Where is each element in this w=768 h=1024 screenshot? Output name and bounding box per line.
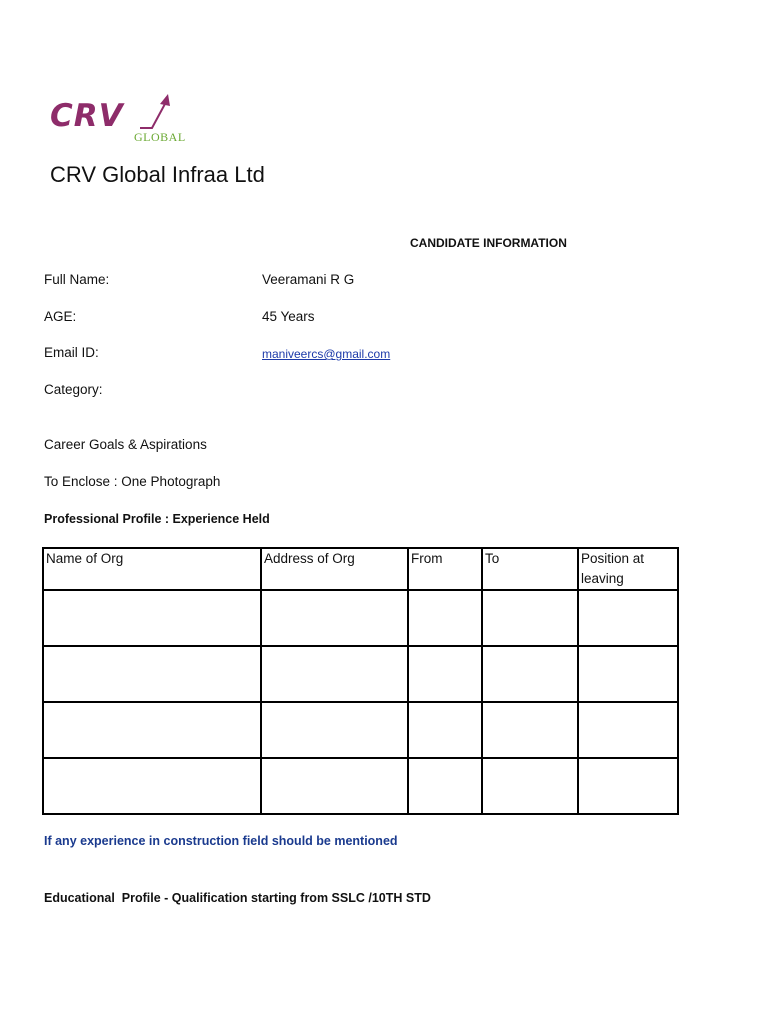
full-name-value: Veeramani R G: [262, 272, 355, 287]
educational-profile-heading: Educational Profile - Qualification starting from SSLC /10TH STD: [44, 891, 431, 905]
table-row: [43, 590, 678, 646]
table-cell[interactable]: [482, 758, 578, 814]
table-cell[interactable]: [578, 702, 678, 758]
professional-profile-heading: Professional Profile : Experience Held: [44, 512, 270, 526]
table-cell[interactable]: [261, 758, 408, 814]
table-row: [43, 702, 678, 758]
table-cell[interactable]: [408, 646, 482, 702]
header-address-of-org: Address of Org: [261, 548, 408, 590]
table-cell[interactable]: [43, 590, 261, 646]
table-cell[interactable]: [482, 646, 578, 702]
table-cell[interactable]: [43, 758, 261, 814]
company-logo: [46, 92, 196, 152]
table-cell[interactable]: [43, 646, 261, 702]
age-value: 45 Years: [262, 309, 315, 324]
category-label: Category:: [44, 382, 103, 397]
table-cell[interactable]: [578, 590, 678, 646]
enclose-label: To Enclose : One Photograph: [44, 474, 221, 489]
table-cell[interactable]: [261, 590, 408, 646]
table-cell[interactable]: [43, 702, 261, 758]
logo-brand-text: CRV: [50, 98, 124, 134]
email-link[interactable]: maniveercs@gmail.com: [262, 347, 391, 361]
experience-table: [42, 547, 679, 815]
header-to: To: [482, 548, 578, 590]
header-position-at-leaving: Position at leaving: [578, 548, 678, 590]
table-cell[interactable]: [408, 702, 482, 758]
form-title: CANDIDATE INFORMATION: [410, 236, 567, 250]
table-cell[interactable]: [408, 758, 482, 814]
career-goals-label: Career Goals & Aspirations: [44, 437, 207, 452]
construction-note: If any experience in construction field should be mentioned: [44, 834, 398, 848]
table-cell[interactable]: [578, 646, 678, 702]
table-cell[interactable]: [578, 758, 678, 814]
header-from: From: [408, 548, 482, 590]
email-label: Email ID:: [44, 345, 99, 360]
full-name-label: Full Name:: [44, 272, 110, 287]
table-row: [43, 758, 678, 814]
table-cell[interactable]: [408, 590, 482, 646]
table-cell[interactable]: [261, 646, 408, 702]
table-header-row: [43, 548, 678, 590]
age-label: AGE:: [44, 309, 77, 324]
table-cell[interactable]: [482, 702, 578, 758]
logo-swoosh-icon: [138, 92, 218, 132]
table-cell[interactable]: [261, 702, 408, 758]
table-cell[interactable]: [482, 590, 578, 646]
table-row: [43, 646, 678, 702]
header-name-of-org: Name of Org: [43, 548, 261, 590]
logo-sub-text: GLOBAL: [134, 130, 186, 144]
company-name: CRV Global Infraa Ltd: [50, 162, 265, 187]
